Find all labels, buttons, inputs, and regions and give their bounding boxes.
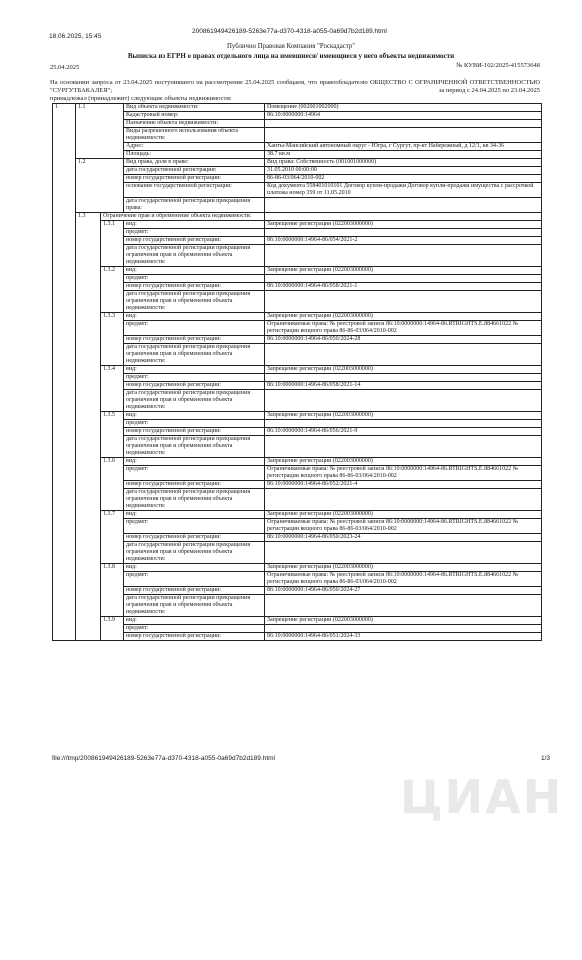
field-value: Запрещение регистрации (022003000000) xyxy=(265,412,542,420)
table-row xyxy=(53,336,542,344)
field-label: номер государственной регистрации: xyxy=(124,587,265,595)
table-row xyxy=(53,104,542,112)
field-value: 86:10:0000000:14964-86/050/2023-24 xyxy=(265,534,542,542)
field-value: Запрещение регистрации (022003000000) xyxy=(265,221,542,229)
intro-line: На основании запроса от 23.04.2025 поступившего на рассмотрение 25.04.2025 сообщаем, что правообладателю ОБЩЕСТВО С ОГРАНИЧЕННОЙ ОТВЕТСТВЕННОСТЬЮ "СУРГУТБАКАЛЕЯ"; xyxy=(50,79,540,94)
field-label: вид: xyxy=(124,366,265,374)
field-label: номер государственной регистрации: xyxy=(124,534,265,542)
field-value xyxy=(265,198,542,213)
field-value xyxy=(265,344,542,366)
field-value xyxy=(265,436,542,458)
field-label: основание государственной регистрации: xyxy=(124,183,265,198)
footer-path: file:///tmp/200861949426189-5263e77a-d370-4318-a055-0a69d7b2d189.html xyxy=(52,755,275,762)
document-date: 25.04.2025 xyxy=(50,64,80,71)
table-row xyxy=(53,374,542,382)
field-value: 31.05.2010 00:00:00 xyxy=(265,167,542,175)
table-row xyxy=(53,167,542,175)
intro-line-2: принадлежал (принадлежит) следующие объекты недвижимости: xyxy=(50,95,232,102)
field-label: дата государственной регистрации прекращения ограничения прав и обременения объекта недвижимости: xyxy=(124,436,265,458)
request-number: № КУВИ-102/2025-415573648 xyxy=(456,62,540,69)
table-row xyxy=(53,390,542,412)
table-row xyxy=(53,112,542,120)
encumbrance-number: 1.3.5 xyxy=(101,412,124,458)
field-value: 86:10:0000000:14964-86/058/2021-1 xyxy=(265,283,542,291)
table-row xyxy=(53,595,542,617)
field-value: Ограничиваемые права: № реестровой записи 86:10:0000000:14964-86.RTRIGHTS.E.884661022 № регистрации вещного права 86-86-03/064/2010-002 xyxy=(265,519,542,534)
field-label: дата государственной регистрации прекращения ограничения прав и обременения объекта недвижимости: xyxy=(124,542,265,564)
field-label: Назначение объекта недвижимости: xyxy=(124,120,265,128)
table-row xyxy=(53,534,542,542)
table-row xyxy=(53,564,542,572)
field-label: вид: xyxy=(124,511,265,519)
table-row xyxy=(53,198,542,213)
table-row xyxy=(53,183,542,198)
page-filename: 200861949426189-5263e77a-d370-4318-a055-0a69d7b2d189.html xyxy=(192,28,387,35)
field-value xyxy=(265,229,542,237)
table-row xyxy=(53,519,542,534)
field-label: предмет: xyxy=(124,466,265,481)
field-label: номер государственной регистрации: xyxy=(124,175,265,183)
field-label: Вид права, доля в праве: xyxy=(124,159,265,167)
field-label: вид: xyxy=(124,617,265,625)
field-value: 86:10:0000000:14964 xyxy=(265,112,542,120)
encumbrance-number: 1.3.7 xyxy=(101,511,124,564)
field-label: номер государственной регистрации: xyxy=(124,283,265,291)
field-value xyxy=(265,595,542,617)
table-row xyxy=(53,143,542,151)
field-label: предмет: xyxy=(124,374,265,382)
field-label: вид: xyxy=(124,267,265,275)
encumbrance-number: 1.3.6 xyxy=(101,458,124,511)
field-value xyxy=(265,489,542,511)
field-label: предмет: xyxy=(124,572,265,587)
field-label: номер государственной регистрации: xyxy=(124,481,265,489)
table-row xyxy=(53,428,542,436)
table-row xyxy=(53,587,542,595)
field-value xyxy=(265,542,542,564)
table-row xyxy=(53,245,542,267)
table-row xyxy=(53,213,542,221)
field-value: Ограничиваемые права: № реестровой записи 86:10:0000000:14964-86.RTRIGHTS.E.884661022 № регистрации вещного права 86-86-03/064/2010-002 xyxy=(265,572,542,587)
table-row xyxy=(53,366,542,374)
table-row xyxy=(53,120,542,128)
field-value: Запрещение регистрации (022003000000) xyxy=(265,366,542,374)
field-label: Адрес: xyxy=(124,143,265,151)
field-value xyxy=(265,128,542,143)
field-value xyxy=(265,625,542,633)
field-label: Кадастровый номер: xyxy=(124,112,265,120)
organization-name: Публично Правовая Компания "Роскадастр" xyxy=(227,43,355,50)
encumbrance-number: 1.3.4 xyxy=(101,366,124,412)
field-value: 86-86-03/064/2010-002 xyxy=(265,175,542,183)
field-value: 86:10:0000000:14964-86/051/2024-33 xyxy=(265,633,542,641)
table-row xyxy=(53,625,542,633)
encumbrance-number: 1.3.2 xyxy=(101,267,124,313)
table-row xyxy=(53,237,542,245)
field-value xyxy=(265,374,542,382)
field-label: Ограничение прав и обременение объекта недвижимости: xyxy=(101,213,265,221)
field-label: предмет: xyxy=(124,275,265,283)
table-row xyxy=(53,313,542,321)
field-value: Запрещение регистрации (022003000000) xyxy=(265,511,542,519)
field-value: Ханты-Мансийский автономный округ - Югра, г Сургут, пр-кт Набережный, д 12/1, кв 34-36 xyxy=(265,143,542,151)
table-row xyxy=(53,481,542,489)
field-label: предмет: xyxy=(124,321,265,336)
table-row xyxy=(53,633,542,641)
field-label: вид: xyxy=(124,564,265,572)
table-row xyxy=(53,489,542,511)
field-label: предмет: xyxy=(124,519,265,534)
field-value: Помещение (002001002000) xyxy=(265,104,542,112)
table-row xyxy=(53,291,542,313)
field-value: Ограничиваемые права: № реестровой записи 86:10:0000000:14964-86.RTRIGHTS.E.884661022 № регистрации вещного права 86-86-03/064/2010-002 xyxy=(265,321,542,336)
field-value: 86:10:0000000:14964-86/050/2024-28 xyxy=(265,336,542,344)
field-label: дата государственной регистрации прекращения ограничения прав и обременения объекта недвижимости: xyxy=(124,245,265,267)
field-label: предмет: xyxy=(124,229,265,237)
field-value: 86:10:0000000:14964-86/056/2021-9 xyxy=(265,428,542,436)
table-row xyxy=(53,412,542,420)
section-number: 1.3 xyxy=(76,213,101,641)
table-row xyxy=(53,229,542,237)
field-value: Код документа 558401010101 Договор купли-продажи Договор купли-продажи имущества с рассрочкой платежа номер 359 от 11.05.2010 xyxy=(265,183,542,198)
table-row xyxy=(53,436,542,458)
field-value: 38.7 кв.м xyxy=(265,151,542,159)
rights-table xyxy=(52,103,542,641)
field-value: 86:10:0000000:14964-86/054/2021-2 xyxy=(265,237,542,245)
watermark-logo: ЦИАН xyxy=(400,770,564,824)
field-value xyxy=(265,245,542,267)
field-value: 86:10:0000000:14964-86/052/2021-4 xyxy=(265,481,542,489)
field-value: Ограничиваемые права: № реестровой записи 86:10:0000000:14964-86.RTRIGHTS.E.884661022 № регистрации вещного права 86-86-03/064/2010-002 xyxy=(265,466,542,481)
field-label: Площадь: xyxy=(124,151,265,159)
table-row xyxy=(53,221,542,229)
field-value: 86:10:0000000:14964-86/050/2024-27 xyxy=(265,587,542,595)
document-title: Выписка из ЕГРН о правах отдельного лица на имевшиеся/ имеющиеся у него объекты недвижимости xyxy=(127,52,455,60)
encumbrance-number: 1.3.9 xyxy=(101,617,124,641)
field-value xyxy=(265,291,542,313)
field-value: Запрещение регистрации (022003000000) xyxy=(265,313,542,321)
field-label: дата государственной регистрации прекращения ограничения прав и обременения объекта недвижимости: xyxy=(124,390,265,412)
table-row xyxy=(53,159,542,167)
table-row xyxy=(53,382,542,390)
section-number: 1.2 xyxy=(76,159,124,213)
field-label: вид: xyxy=(124,313,265,321)
field-value xyxy=(265,390,542,412)
field-label: номер государственной регистрации: xyxy=(124,336,265,344)
field-value: 86:10:0000000:14964-86/058/2021-14 xyxy=(265,382,542,390)
encumbrance-number: 1.3.8 xyxy=(101,564,124,617)
field-label: Виды разрешенного использования объекта недвижимости: xyxy=(124,128,265,143)
field-label: номер государственной регистрации: xyxy=(124,237,265,245)
field-value xyxy=(265,420,542,428)
rights-table-body xyxy=(53,104,542,641)
table-row xyxy=(53,542,542,564)
field-label: дата государственной регистрации прекращения ограничения прав и обременения объекта недвижимости: xyxy=(124,344,265,366)
table-row xyxy=(53,275,542,283)
table-row xyxy=(53,466,542,481)
field-value: Запрещение регистрации (022003000000) xyxy=(265,617,542,625)
table-row xyxy=(53,617,542,625)
table-row xyxy=(53,344,542,366)
encumbrance-number: 1.3.3 xyxy=(101,313,124,366)
field-value xyxy=(265,120,542,128)
print-datetime: 18.06.2025, 15:45 xyxy=(49,33,102,40)
field-value: Вид права: Собственность (001001000000) xyxy=(265,159,542,167)
field-label: предмет: xyxy=(124,420,265,428)
field-label: вид: xyxy=(124,458,265,466)
field-label: дата государственной регистрации прекращения ограничения прав и обременения объекта недвижимости: xyxy=(124,595,265,617)
table-row xyxy=(53,511,542,519)
field-value xyxy=(265,275,542,283)
table-row xyxy=(53,572,542,587)
field-label: предмет: xyxy=(124,625,265,633)
page-number: 1/3 xyxy=(540,755,550,762)
field-label: вид: xyxy=(124,412,265,420)
table-row xyxy=(53,420,542,428)
table-row xyxy=(53,151,542,159)
field-label: номер государственной регистрации: xyxy=(124,382,265,390)
field-label: дата государственной регистрации прекращения ограничения прав и обременения объекта недвижимости: xyxy=(124,489,265,511)
field-label: номер государственной регистрации: xyxy=(124,633,265,641)
field-label: вид: xyxy=(124,221,265,229)
encumbrance-number: 1.3.1 xyxy=(101,221,124,267)
row-number: 1 xyxy=(53,104,76,641)
field-value xyxy=(265,213,542,221)
table-row xyxy=(53,267,542,275)
field-label: дата государственной регистрации прекращения права: xyxy=(124,198,265,213)
table-row xyxy=(53,175,542,183)
table-row xyxy=(53,283,542,291)
field-label: дата государственной регистрации: xyxy=(124,167,265,175)
field-label: Вид объекта недвижимости: xyxy=(124,104,265,112)
field-label: дата государственной регистрации прекращения ограничения прав и обременения объекта недвижимости: xyxy=(124,291,265,313)
section-number: 1.1 xyxy=(76,104,124,159)
table-row xyxy=(53,128,542,143)
field-label: номер государственной регистрации: xyxy=(124,428,265,436)
field-value: Запрещение регистрации (022003000000) xyxy=(265,564,542,572)
table-row xyxy=(53,321,542,336)
period-text: за период с 24.04.2025 по 23.04.2025 xyxy=(438,87,540,94)
table-row xyxy=(53,458,542,466)
field-value: Запрещение регистрации (022003000000) xyxy=(265,458,542,466)
field-value: Запрещение регистрации (022003000000) xyxy=(265,267,542,275)
